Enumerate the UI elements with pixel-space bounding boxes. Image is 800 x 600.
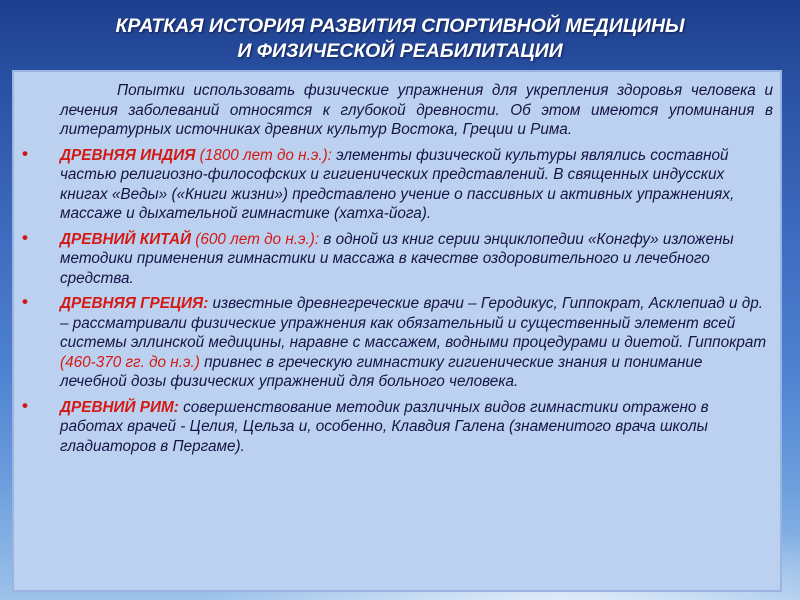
list-item-india (22, 143, 773, 224)
slide-title-line1: КРАТКАЯ ИСТОРИЯ РАЗВИТИЯ СПОРТИВНОЙ МЕДИЦИНЫ (115, 15, 685, 37)
slide-title (0, 14, 800, 64)
list-item-china (22, 227, 773, 289)
item-text: совершенствование методик различных видов гимнастики отражено в работах врачей - Целия, Цельза и, особенно, Клавдия Галена (знаменитого врача школы гладиаторов в Пергаме). (60, 398, 709, 455)
item-heading: ДРЕВНИЙ КИТАЙ (60, 230, 192, 248)
bullet-icon: • (22, 292, 28, 311)
list-item-rome (22, 395, 773, 457)
slide-title-line2: И ФИЗИЧЕСКОЙ РЕАБИЛИТАЦИИ (237, 40, 563, 62)
item-heading: ДРЕВНИЙ РИМ: (60, 398, 179, 416)
item-date: (460-370 гг. до н.э.) (60, 353, 200, 371)
item-text-continued: привнес в греческую гимнастику гигиенические знания и понимание лечебной дозы физических упражнений для больного человека. (60, 353, 703, 390)
item-heading: ДРЕВНЯЯ ИНДИЯ (60, 146, 196, 164)
item-date: (600 лет до н.э.): (195, 230, 320, 248)
intro-paragraph: Попытки использовать физические упражнения для укрепления здоровья человека и лечения заболеваний относятся к глубокой древности. Об этом имеются упоминания в литературных источниках древних культур Востока, Греции и Рима. (60, 82, 773, 138)
item-heading: ДРЕВНЯЯ ГРЕЦИЯ: (60, 295, 209, 312)
bullet-icon: • (22, 395, 28, 415)
list-item-greece (22, 292, 773, 392)
item-text: элементы физической культуры являлись составной частью религиозно-философских и гигиенических представлений. В священных индусских книгах «Веды» («Книги жизни») представлено учение о пассивных и активных упражнениях, массаже и дыхательной гимнастике (хатха-йога). (60, 146, 735, 222)
item-text: в одной из книг серии энциклопедии «Конгфу» изложены методики применения гимнастики и массажа в качестве оздоровительного и лечебного средства. (60, 230, 734, 287)
bullet-icon: • (22, 227, 28, 247)
item-text: известные древнегреческие врачи – Геродикус, Гиппократ, Асклепиад и др. – рассматривали физические упражнения как обязательный и существенный элемент всей системы эллинской медицины, наравне с массажем, водными процедурами и диетой. Гиппократ (60, 295, 767, 351)
bullet-icon: • (22, 143, 28, 163)
content-text (22, 81, 773, 462)
item-date: (1800 лет до н.э.): (199, 146, 332, 164)
